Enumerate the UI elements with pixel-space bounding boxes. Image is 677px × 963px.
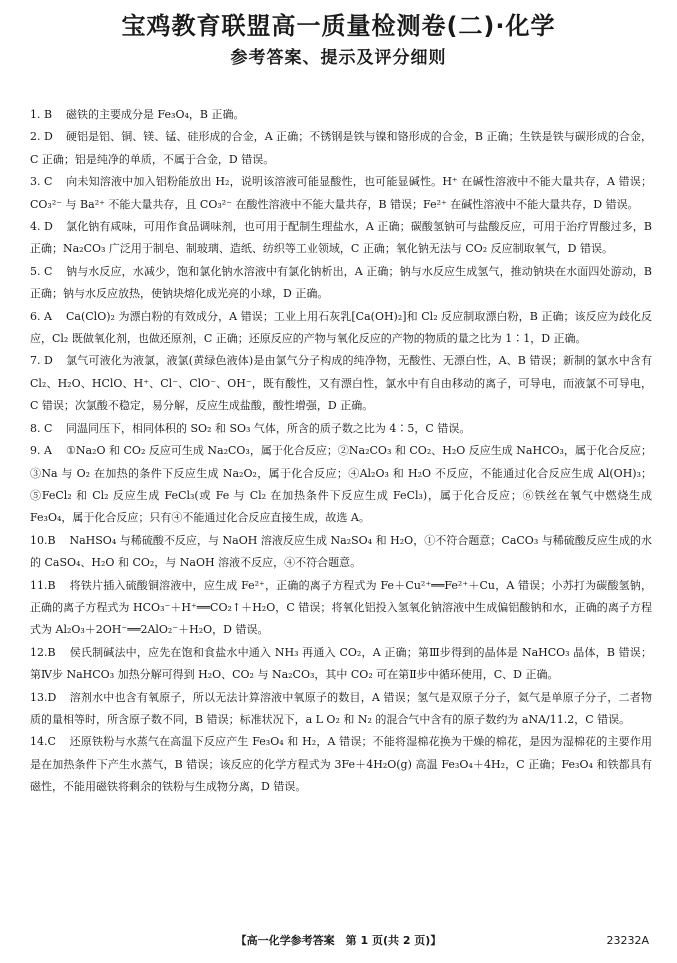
item-number: 12. bbox=[30, 645, 48, 659]
item-answer: C bbox=[44, 264, 53, 278]
item-answer: D bbox=[44, 130, 53, 144]
item-explanation: ①Na₂O 和 CO₂ 反应可生成 Na₂CO₃，属于化合反应；②Na₂CO₃ 和 CO₂、H₂O 反应生成 NaHCO₃，属于化合反应；③Na 与 O₂ 在加热的条件下反应生成 Na₂O₂，属于化合反应；④Al₂O₃ 和 H₂O 不反应，不能通过化合反应生成 Al(OH)₃；⑤FeCl₂ 和 Cl₂ 反应生成 FeCl₃(或 Fe 与 Cl₂ 在加热条件下反应生成 FeCl₃)，属于化合反应；⑥铁丝在氧气中燃烧生成 Fe₃O₄，属于化合反应；只有④不能通过化合反应直接生成，故选 A。 bbox=[30, 444, 652, 525]
item-explanation: 还原铁粉与水蒸气在高温下反应产生 Fe₃O₄ 和 H₂，A 错误；不能将湿棉花换为干燥的棉花，是因为湿棉花的主要作用是在加热条件下产生水蒸气，B 错误；该反应的化学方程式为 3Fe＋4H₂O(g) 高温 Fe₃O₄＋4H₂，C 正确；Fe₃O₄ 和铁都具有磁性，不能用磁铁将剩余的铁粉与生成物分离，D 错误。 bbox=[30, 735, 652, 794]
item-explanation: 侯氏制碱法中，应先在饱和食盐水中通入 NH₃ 再通入 CO₂，A 正确；第Ⅲ步得到的晶体是 NaHCO₃ 晶体，B 错误；第Ⅳ步 NaHCO₃ 加热分解可得到 H₂O、CO₂ 与 Na₂CO₃，其中 CO₂ 可在第Ⅱ步中循环使用，C、D 正确。 bbox=[30, 645, 652, 682]
answer-list bbox=[30, 104, 652, 799]
answer-item bbox=[30, 575, 652, 642]
item-explanation: 氯气可液化为液氯，液氯(黄绿色液体)是由氯气分子构成的纯净物，无酸性、无漂白性，A、B 错误；新制的氯水中含有 Cl₂、H₂O、HClO、H⁺、Cl⁻、ClO⁻、OH⁻，既有酸性，又有漂白性，氯水中有自由移动的离子，可导电，而液氯不可导电，C 错误；次氯酸不稳定，易分解，反应生成盐酸，酸性增强，D 正确。 bbox=[30, 354, 652, 413]
item-number: 14. bbox=[30, 735, 48, 749]
item-explanation: 将铁片插入硫酸铜溶液中，应生成 Fe²⁺，正确的离子方程式为 Fe＋Cu²⁺══Fe²⁺＋Cu，A 错误；小苏打为碳酸氢钠，正确的离子方程式为 HCO₃⁻＋H⁺══CO₂↑＋H₂O，C 错误；将氧化铝投入氢氧化钠溶液中生成偏铝酸钠和水，正确的离子方程式为 Al₂O₃＋2OH⁻══2AlO₂⁻＋H₂O，D 错误。 bbox=[30, 578, 652, 637]
answer-item bbox=[30, 171, 652, 216]
item-answer: D bbox=[44, 354, 53, 368]
page-footer bbox=[0, 932, 677, 950]
item-number: 4. bbox=[30, 220, 41, 234]
item-answer: D bbox=[44, 220, 53, 234]
answer-item bbox=[30, 126, 652, 171]
item-explanation: 向未知溶液中加入铝粉能放出 H₂，说明该溶液可能显酸性，也可能显碱性。H⁺ 在碱性溶液中不能大量共存，A 错误；CO₃²⁻ 与 Ba²⁺ 不能大量共存，且 CO₃²⁻ 在酸性溶液中不能大量共存，B 错误；Fe²⁺ 在碱性溶液中不能大量共存，D 错误。 bbox=[30, 175, 652, 211]
item-number: 7. bbox=[30, 354, 41, 368]
item-number: 8. bbox=[30, 421, 41, 435]
item-answer: B bbox=[47, 578, 56, 592]
answer-item bbox=[30, 687, 652, 732]
item-answer: C bbox=[44, 175, 53, 189]
item-number: 2. bbox=[30, 130, 41, 144]
answer-item bbox=[30, 104, 652, 126]
answer-item bbox=[30, 216, 652, 261]
item-answer: C bbox=[47, 735, 56, 749]
answer-item bbox=[30, 440, 652, 530]
answer-item bbox=[30, 530, 652, 575]
answer-item bbox=[30, 261, 652, 306]
answer-item bbox=[30, 731, 652, 798]
answer-item bbox=[30, 418, 652, 440]
item-answer: A bbox=[44, 444, 52, 458]
answer-item bbox=[30, 642, 652, 687]
item-number: 6. bbox=[30, 309, 41, 323]
item-number: 5. bbox=[30, 264, 41, 278]
item-explanation: Ca(ClO)₂ 为漂白粉的有效成分，A 错误；工业上用石灰乳[Ca(OH)₂]和 Cl₂ 反应制取漂白粉，B 正确；该反应为歧化反应，Cl₂ 既做氧化剂，也做还原剂，C 正确；还原反应的产物与氧化反应的产物的物质的量之比为 1∶1，D 正确。 bbox=[30, 309, 652, 346]
item-number: 11. bbox=[30, 578, 48, 592]
page-title: 宝鸡教育联盟高一质量检测卷(二)·化学 bbox=[121, 12, 556, 40]
item-explanation: NaHSO₄ 与稀硫酸不反应，与 NaOH 溶液反应生成 Na₂SO₄ 和 H₂O，①不符合题意；CaCO₃ 与稀硫酸反应生成的水的 CaSO₄、H₂O 和 CO₂，与 NaOH 溶液不反应，④不符合题意。 bbox=[30, 533, 652, 570]
item-answer: A bbox=[44, 309, 52, 323]
item-answer: C bbox=[44, 421, 53, 435]
item-explanation: 钠与水反应，水减少，饱和氯化钠水溶液中有氯化钠析出，A 正确；钠与水反应生成氢气，推动钠块在水面四处游动，B 正确；钠与水反应放热，使钠块熔化成光亮的小球，D 正确。 bbox=[30, 264, 652, 301]
item-answer: B bbox=[47, 645, 56, 659]
item-number: 9. bbox=[30, 444, 41, 458]
item-answer: B bbox=[44, 108, 53, 121]
item-number: 1. bbox=[30, 108, 41, 121]
answer-item bbox=[30, 306, 652, 351]
item-answer: B bbox=[47, 533, 56, 547]
item-number: 13. bbox=[30, 690, 48, 704]
item-explanation: 溶剂水中也含有氧原子，所以无法计算溶液中氧原子的数目，A 错误；氢气是双原子分子，氦气是单原子分子，二者物质的量相等时，所含原子数不同，B 错误；标准状况下，a L O₂ 和 N₂ 的混合气中含有的原子数约为 aNA/11.2，C 错误。 bbox=[30, 690, 652, 726]
item-number: 3. bbox=[30, 175, 41, 189]
item-number: 10. bbox=[30, 533, 48, 547]
item-explanation: 氯化钠有咸味，可用作食品调味剂，也可用于配制生理盐水，A 正确；碳酸氢钠可与盐酸反应，可用于治疗胃酸过多，B 正确；Na₂CO₃ 广泛用于制皂、制玻璃、造纸、纺织等工业领域，C 正确；氧化钠无法与 CO₂ 反应制取氧气，D 错误。 bbox=[30, 220, 652, 256]
item-explanation: 磁铁的主要成分是 Fe₃O₄，B 正确。 bbox=[66, 108, 245, 121]
item-answer: D bbox=[47, 690, 57, 704]
item-explanation: 硬铝是铝、铜、镁、锰、硅形成的合金，A 正确；不锈钢是铁与镍和铬形成的合金，B 正确；生铁是铁与碳形成的合金，C 正确；铝是纯净的单质，不属于合金，D 错误。 bbox=[30, 130, 652, 166]
page-subtitle: 参考答案、提示及评分细则 bbox=[230, 48, 447, 68]
item-explanation: 同温同压下，相同体积的 SO₂ 和 SO₃ 气体，所含的质子数之比为 4∶5，C 错误。 bbox=[66, 421, 471, 435]
footer-page-info: 【高一化学参考答案 第 1 页(共 2 页)】 bbox=[235, 934, 442, 947]
footer-code: 23232A bbox=[606, 934, 649, 947]
answer-item bbox=[30, 350, 652, 417]
